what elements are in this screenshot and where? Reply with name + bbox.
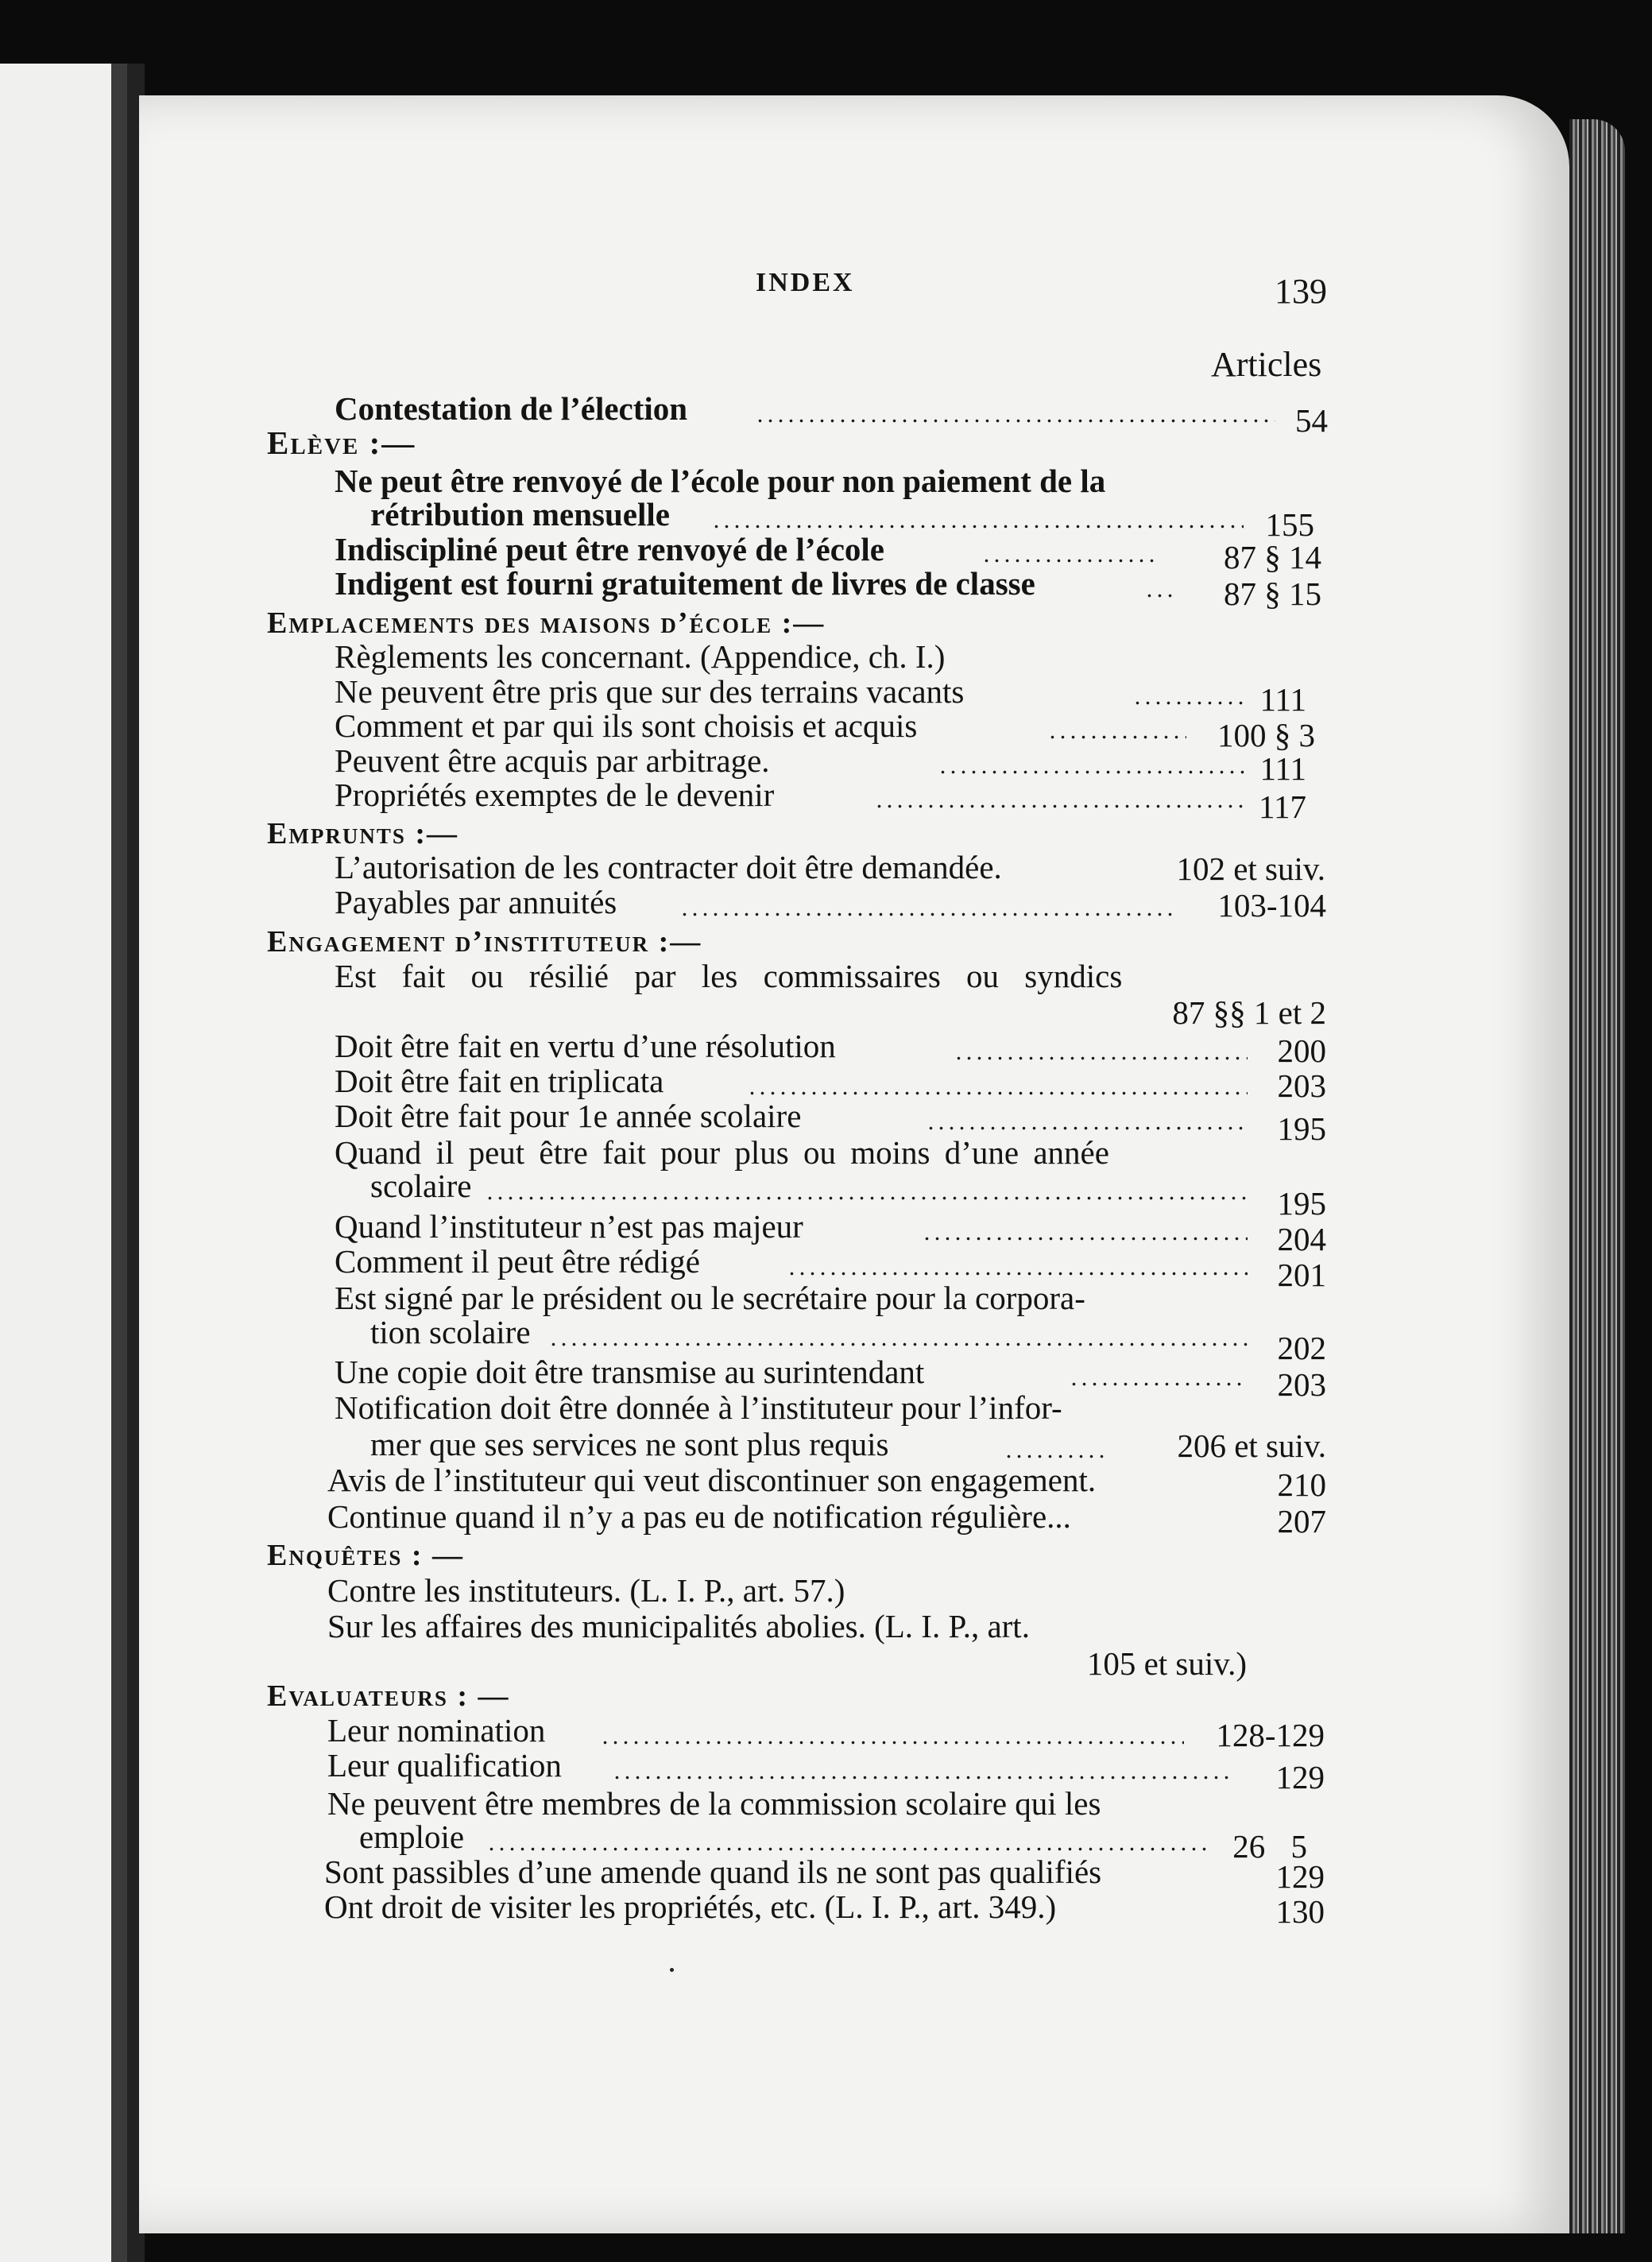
index-heading: Emprunts :—	[267, 817, 458, 850]
article-reference: 105 et suiv.)	[1086, 1645, 1247, 1682]
index-entry: Ne peuvent être membres de la commission scolaire qui les	[327, 1785, 1101, 1822]
article-reference: 202	[1277, 1330, 1326, 1366]
dot-leader	[679, 912, 1172, 916]
article-reference: 87 §§ 1 et 2	[1172, 994, 1326, 1031]
article-reference: 204	[1277, 1221, 1326, 1257]
index-entry: scolaire	[370, 1168, 472, 1204]
index-entry: Doit être fait en triplicata	[335, 1063, 664, 1099]
index-entry: Avis de l’instituteur qui veut discontinuer son engagement.	[327, 1462, 1097, 1498]
index-entry: Sur les affaires des municipalités abolies. (L. I. P., art.	[327, 1608, 1030, 1644]
index-entry: Règlements les concernant. (Appendice, ch. I.)	[335, 638, 946, 675]
article-reference: 203	[1277, 1067, 1326, 1104]
index-entry: Quand il peut être fait pour plus ou moins d’une année	[335, 1134, 1109, 1171]
article-reference: 100 § 3	[1217, 717, 1315, 753]
article-reference: 111	[1259, 750, 1306, 787]
index-entry: Est signé par le président ou le secrétaire pour la corpora-	[335, 1280, 1085, 1316]
left-page-edge	[0, 64, 121, 2262]
dot-leader	[1144, 594, 1176, 598]
index-entry: Comment il peut être rédigé	[335, 1243, 700, 1280]
index-entry: Indigent est fourni gratuitement de livres de classe	[335, 565, 1035, 602]
dot-leader	[755, 419, 1275, 423]
article-reference: 130	[1275, 1893, 1325, 1930]
article-reference: 54	[1295, 402, 1328, 439]
index-entry: Peuvent être acquis par arbitrage.	[335, 742, 770, 779]
article-reference: 117	[1259, 788, 1306, 825]
article-reference: 87 § 15	[1224, 575, 1321, 612]
article-reference: 102 et suiv.	[1176, 850, 1325, 887]
dot-leader	[548, 1342, 1248, 1346]
page-stack-edge	[1569, 119, 1625, 2233]
article-reference: 203	[1277, 1366, 1326, 1403]
index-entry: Comment et par qui ils sont choisis et acquis	[335, 707, 918, 744]
index-entry: Sont passibles d’une amende quand ils ne sont pas qualifiés	[324, 1853, 1102, 1890]
dot-leader	[954, 1056, 1248, 1060]
article-reference: 129	[1275, 1858, 1325, 1895]
article-reference: 200	[1277, 1032, 1326, 1069]
index-heading: Enquêtes : —	[267, 1539, 465, 1572]
index-entry: Contestation de l’élection	[335, 390, 688, 427]
dot-leader	[600, 1741, 1184, 1745]
index-entry: L’autorisation de les contracter doit être demandée.	[335, 849, 1002, 885]
index-entry: tion scolaire	[370, 1314, 531, 1350]
article-reference: 201	[1277, 1257, 1326, 1293]
dot-leader	[1069, 1382, 1248, 1386]
dot-leader	[612, 1776, 1232, 1780]
index-entry: Ne peut être renvoyé de l’école pour non paiement de la	[335, 463, 1106, 499]
index-entry: Ont droit de visiter les propriétés, etc. (L. I. P., art. 349.)	[324, 1888, 1057, 1925]
running-header: INDEX	[756, 268, 855, 297]
dot-leader	[711, 525, 1244, 529]
article-reference: 103-104	[1217, 887, 1326, 924]
index-entry: Propriétés exemptes de le devenir	[335, 777, 775, 813]
article-reference: 195	[1277, 1110, 1326, 1147]
left-page-shadow	[111, 64, 127, 2262]
index-entry: Doit être fait pour 1e année scolaire	[335, 1098, 802, 1134]
dot-leader	[486, 1847, 1208, 1851]
index-entry: Contre les instituteurs. (L. I. P., art. 57.)	[327, 1572, 845, 1609]
index-entry: Ne peuvent être pris que sur des terrains vacants	[335, 673, 965, 710]
dot-leader	[981, 559, 1160, 563]
article-reference: 128-129	[1216, 1717, 1325, 1753]
dot-leader	[874, 804, 1248, 808]
article-reference: 111	[1259, 681, 1306, 718]
index-heading: Elève :—	[267, 424, 416, 461]
article-reference: 195	[1277, 1185, 1326, 1222]
index-entry: Notification doit être donnée à l’instituteur pour l’infor-	[335, 1389, 1062, 1426]
ink-speck	[670, 1968, 674, 1972]
article-reference: 129	[1275, 1759, 1325, 1795]
index-entry: Quand l’instituteur n’est pas majeur	[335, 1208, 803, 1245]
index-entry: Leur nomination	[327, 1712, 546, 1749]
dot-leader	[747, 1091, 1248, 1095]
dot-leader	[1132, 701, 1248, 705]
index-entry: Indiscipliné peut être renvoyé de l’école	[335, 531, 884, 567]
index-entry: Continue quand il n’y a pas eu de notification régulière...	[327, 1498, 1071, 1535]
index-entry: rétribution mensuelle	[370, 496, 670, 533]
index-entry: Doit être fait en vertu d’une résolution	[335, 1028, 836, 1064]
page-number: 139	[1275, 272, 1327, 311]
article-reference: 87 § 14	[1224, 539, 1321, 575]
article-reference: 207	[1277, 1503, 1326, 1540]
articles-column-label: Articles	[1211, 345, 1322, 384]
dot-leader	[926, 1126, 1248, 1130]
article-reference: 210	[1277, 1466, 1326, 1503]
dot-leader	[787, 1272, 1248, 1276]
article-reference: 206 et suiv.	[1177, 1427, 1326, 1464]
index-heading: Engagement d’instituteur :—	[267, 925, 702, 959]
dot-leader	[938, 770, 1248, 774]
index-entry: emploie	[359, 1819, 465, 1855]
index-heading: Evaluateurs : —	[267, 1679, 510, 1713]
dot-leader	[485, 1196, 1248, 1200]
index-entry: Une copie doit être transmise au surintendant	[335, 1354, 925, 1390]
dot-leader	[1047, 735, 1186, 739]
index-entry: Payables par annuités	[335, 884, 617, 920]
article-reference: 26 5	[1232, 1828, 1307, 1865]
index-heading: Emplacements des maisons d’école :—	[267, 606, 826, 640]
article-reference: 155	[1265, 506, 1314, 543]
index-entry: Est fait ou résilié par les commissaires ou syndics	[335, 958, 1123, 994]
dot-leader	[1004, 1454, 1107, 1458]
dot-leader	[922, 1237, 1248, 1241]
index-entry: mer que ses services ne sont plus requis	[370, 1426, 889, 1462]
index-entry: Leur qualification	[327, 1747, 562, 1784]
